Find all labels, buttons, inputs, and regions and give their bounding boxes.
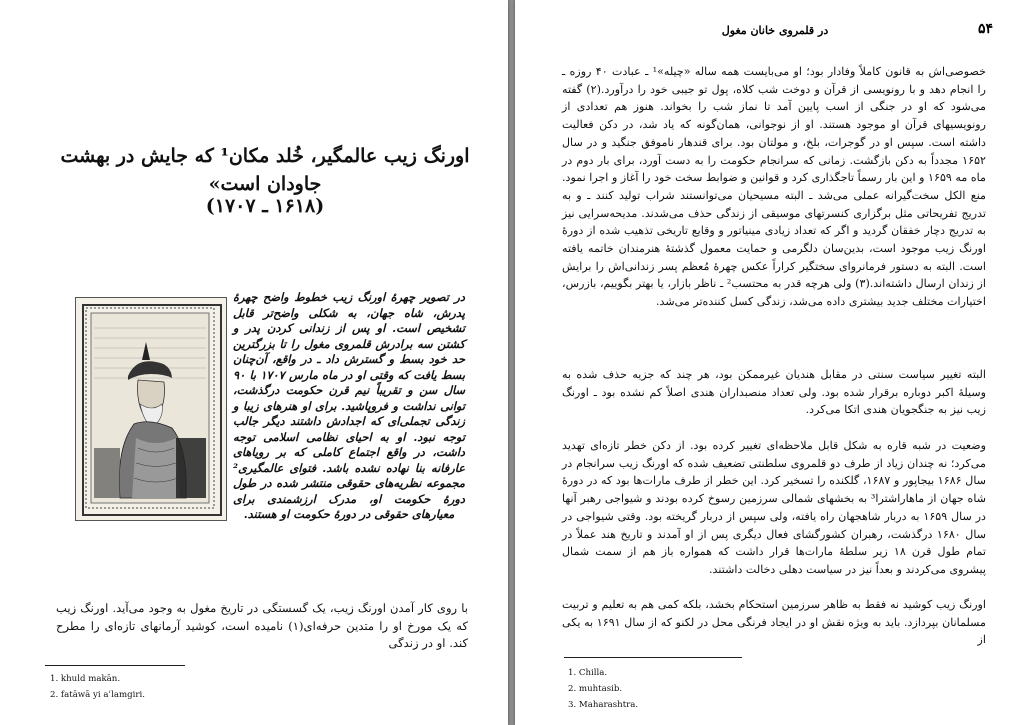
footnote-3: 3. Maharashtra. (568, 700, 639, 710)
footnote-1: 1. khuld makān. (50, 674, 121, 684)
page-number: ۵۴ (978, 21, 994, 37)
chapter-title: اورنگ زیب عالمگیر، خُلد مکان¹ که جایش در بهشت جاودان است» (60, 145, 470, 195)
chapter-dates: (۱۶۱۸ ـ ۱۷۰۷) (205, 195, 325, 217)
left-page (0, 0, 508, 725)
footnote-2: 2. fatāwā yi aʿlamgiri. (50, 690, 145, 700)
footnote-rule (45, 665, 185, 666)
footnote-2: 2. muhtasib. (568, 684, 623, 694)
portrait-caption: در تصویر چهرهٔ اورنگ زیب خطوط واضح چهرهٔ پدرش، شاه جهان، به شکلی واضح‌تر قابل تشخیص است. او پس از زندانی کردن پدر و کشتن سه برادرش قلمروی مغول را تا بزرگترین حد خود بسط و گسترش داد ـ در واقع، آن‌چنان بسط یافت که وقتی او در ماه مارس ۱۷۰۷ با ۹۰ سال سن و تقریباً نیم قرن حکومت درگذشت، توانی نداشت و فروپاشید. برای او هنرهای زیبا و زندگی تجملی‌ای که اجدادش داشتند دیگر جالب توجه نبود. او به احیای نظامی اسلامی توجه داشت، در واقع اجتماع کاملی که بر رویاهای عارفانه بنا نهاده نشده باشد. فتوای عالمگیری² مجموعه نظریه‌های حقوقی منتشر شده در طول دورهٔ حکومت او، مدرک ارزشمندی برای معیارهای حقوقی در دورهٔ حکومت او هستند. (233, 290, 465, 521)
footnote-rule (564, 657, 742, 658)
aurangzeb-portrait-image (76, 298, 226, 520)
running-head: در قلمروی خانان مغول (721, 24, 829, 37)
footnote-1: 1. Chilla. (568, 668, 608, 678)
body-paragraph-2: البته تغییر سیاست سنتی در مقابل هندیان غیرممکن بود، هر چند که جزیه حذف شده به وسیلهٔ اکبر دوباره برقرار شده بود. ولی تعداد منصبداران هندی اصلاً کم نشده بود ـ اورنگ زیب نیز به جنگجویان هندی اتکا می‌کرد. (562, 368, 986, 417)
body-paragraph-1: خصوصی‌اش به قانون کاملاً وفادار بود؛ او می‌بایست همه ساله «چیله»¹ ـ عبادت ۴۰ روزه ـ را انجام دهد و با رونویسی از قرآن و دوخت شب کلاه، پول تو جیبی خود را درآورد.(۲) گفته می‌شود که او در جنگی از اسب پایین آمد تا نماز شب را بخواند. هنوز هم تعدادی از رونویسیهای قرآن او موجود هستند. او از نوجوانی، همان‌گونه که یاد شد، در دکن فعالیت داشته است. سپس او در گوجرات، بلخ، و مولتان بود. برای قندهار ناموفق جنگید و در سال ۱۶۵۲ مجدداً به دکن بازگشت. زمانی که سرانجام حکومت را به دست آورد، برای بار دوم در ماه مه ۱۶۵۹ و این بار رسماً تاجگذاری کرد و قوانین و ضوابط سخت خود را آغاز و اجرا نمود. منع الکل سخت‌گیرانه عملی می‌شد ـ البته مسیحیان می‌توانستند شراب تولید کنند ـ و به تدریج تفریحاتی مثل برگزاری کنسرتهای موسیقی از زندگی حذف می‌شدند. مدیحه‌سرایی نیز به تدریج دچار خفقان گردید و اگر که تعداد زیادی مینیاتور و وقایع تاریخی تذهیب شده از دورهٔ اورنگ زیب موجود است، بدین‌سان دلگرمی و حمایت معمول گذشتهٔ هنرمندان خاتمه یافته است. البته به دستور فرمانروای سختگیر کراراً عکس چهرهٔ مُعظم پسر زندانی‌اش را برایش از زندان ارسال داشته‌اند.(۳) ولی هرچه قدر به محتسب² ـ ناظر بازار، یا بهتر بگوییم، بازرس، اختیارات مختلف جدید بیشتری داده می‌شد، زندگی کسل کننده‌تر می‌شد. (562, 65, 987, 309)
body-paragraph: با روی کار آمدن اورنگ زیب، یک گسستگی در تاریخ مغول به وجود می‌آید. اورنگ زیب که یک مورخ او را متدین حرفه‌ای(۱) نامیده است، کوشید آرمانهای تازه‌ای را مطرح کند. او در زندگی (56, 601, 468, 650)
right-page (515, 0, 1024, 725)
body-paragraph-4: اورنگ زیب کوشید نه فقط به ظاهر سرزمین استحکام بخشد، بلکه کمی هم به تعلیم و تربیت مسلمانان بپردازد. باید به ویژه نقش او در ایجاد فرنگی محل در لکنو که از سال ۱۶۹۱ به یکی از (562, 598, 986, 647)
portrait-illustration (75, 297, 227, 521)
body-paragraph-3: وضعیت در شبه قاره به شکل قابل ملاحظه‌ای تغییر کرده بود. از دکن خطر تازه‌ای تهدید می‌کرد؛ نه چندان زیاد از طرف دو قلمروی سلطنتی تضعیف شده که اورنگ زیب سرانجام در سال ۱۶۸۶ بیجاپور و ۱۶۸۷، گلکنده را تسخیر کرد. این خطر از طرف مارات‌ها بود که در دورهٔ شاه جهان از ماهاراشترا³ به بخشهای شمالی سرزمین رسوخ کرده بودند و شیواجی رهبر آنها در سال ۱۶۵۹ به دربار شاهجهان راه یافته، ولی سپس از دربار گریخته بود. وقتی شیواجی در سال ۱۶۸۰ درگذشت، رهبران کشورگشای فعال دیگری پس از او آمدند و تاریخ هند عملاً در تمام طول قرن ۱۸ زیر سلطهٔ مارات‌ها قرار داشت که همواره باز هم از سمت شمال پیشروی می‌کردند و بعداً نیز در سیاست دهلی دخالت داشتند. (562, 439, 987, 576)
